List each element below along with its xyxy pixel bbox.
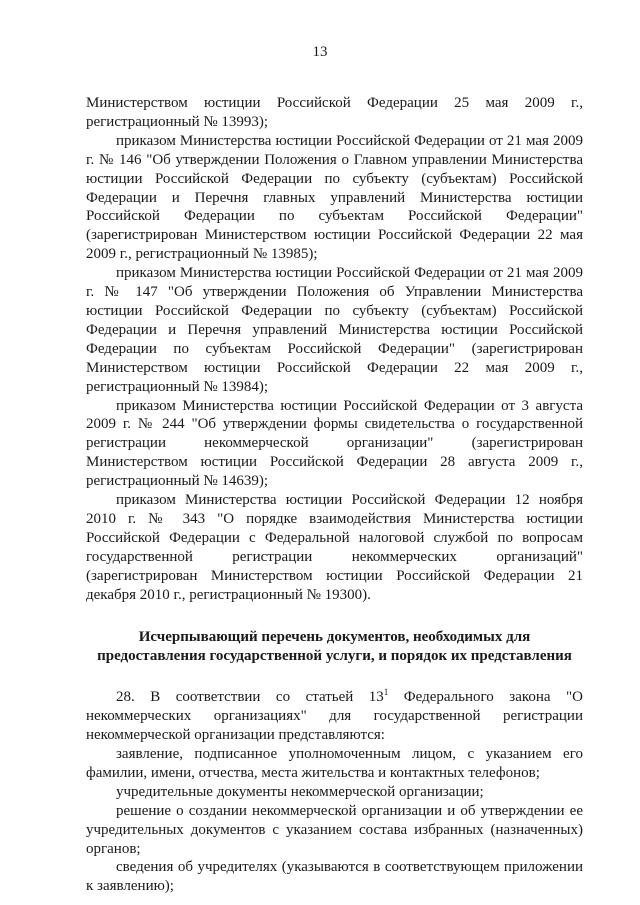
article-superscript: 1 — [383, 687, 389, 698]
clause-28-text-start: 28. В соответствии со статьей 13 — [116, 689, 384, 706]
list-item-application: заявление, подписанное уполномоченным лицом, с указанием его фамилии, имени, отчества, места жительства и контактных телефонов; — [86, 746, 583, 781]
list-item-founding-documents: учредительные документы некоммерческой организации; — [116, 783, 484, 800]
paragraph-order-147: приказом Министерства юстиции Российской Федерации от 21 мая 2009 г. № 147 "Об утверждении Положения об Управлении Министерства юстиции Российской Федерации по субъекту (субъектам) Российской Федерации и Перечня управлений Министерства юстиции Российской Федерации по субъектам Российской Федерации" (зарегистрирован Министерством юстиции Российской Федерации 22 мая 2009 г., регистрационный № 13984); — [86, 265, 583, 395]
paragraph-registration-13993: Министерством юстиции Российской Федерации 25 мая 2009 г., регистрационный № 13993); — [86, 95, 583, 130]
paragraph-order-244: приказом Министерства юстиции Российской Федерации от 3 августа 2009 г. № 244 "Об утверждении формы свидетельства о государственной регистрации некоммерческой организации" (зарегистрирован Министерством юстиции Российской Федерации 28 августа 2009 г., регистрационный № 14639); — [86, 397, 583, 490]
clause-28 — [86, 688, 583, 745]
section-heading: Исчерпывающий перечень документов, необходимых для предоставления государственной услуги, и порядок их представления — [97, 629, 572, 665]
clause-28-text-end: Федерального закона "О некоммерческих организациях" для государственной регистрации некоммерческой организации представляются: — [86, 689, 583, 744]
list-item-creation-decision: решение о создании некоммерческой организации и об утверждении ее учредительных документов с указанием состава избранных (назначенных) органов; — [86, 802, 583, 857]
paragraph-order-146: приказом Министерства юстиции Российской Федерации от 21 мая 2009 г. № 146 "Об утверждении Положения о Главном управлении Министерства юстиции Российской Федерации по субъекту (субъектам) Российской Федерации и Перечня главных управлений Министерства юстиции Российской Федерации по субъектам Российской Федерации" (зарегистрирован Министерством юстиции Российской Федерации 22 мая 2009 г., регистрационный № 13985); — [86, 132, 583, 263]
list-item-founders-info: сведения об учредителях (указываются в соответствующем приложении к заявлению); — [86, 859, 583, 895]
document-body — [86, 94, 583, 896]
paragraph-order-343: приказом Министерства юстиции Российской Федерации 12 ноября 2010 г. № 343 "О порядке взаимодействия Министерства юстиции Российской Федерации с Федеральной налоговой службой по вопросам государственной регистрации некоммерческих организаций" (зарегистрирован Министерством юстиции Российской Федерации 21 декабря 2010 г., регистрационный № 19300). — [86, 492, 583, 603]
page-number: 13 — [312, 44, 328, 60]
